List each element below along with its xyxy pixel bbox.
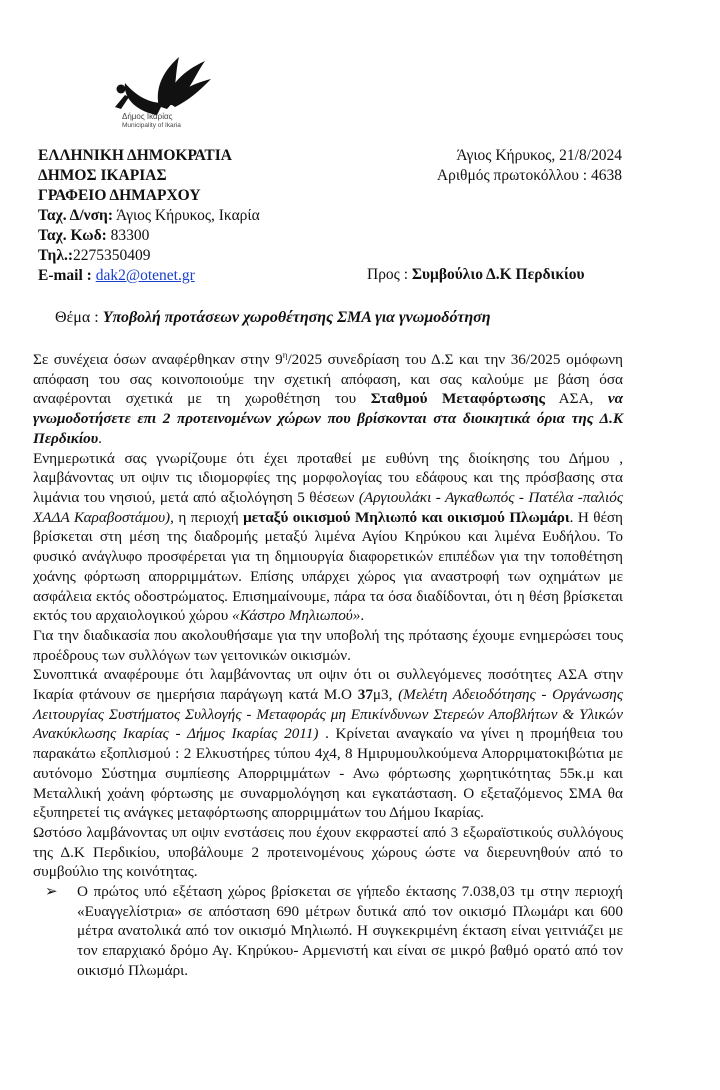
logo-name-english: Municipality of Ikaria (122, 122, 181, 129)
bullet-text: Ο πρώτος υπό εξέταση χώρος βρίσκεται σε γήπεδο έκτασης 7.038,03 τμ στην περιοχή «Ευαγγελίστρια» σε απόσταση 690 μέτρων δυτικά από τον οικισμό Πλωμάρι και 600 μέτρα ανατολικά από τον οικισμό Μηλιωπό. Η συγκεκριμένη έκταση είναι γειτνιάζει με τον επαρχιακό δρόμο Αγ. Κηρύκου- Αρμενιστή και είναι σε μικρό βαθμό ορατό από τον οικισμό Πλωμάρι. (77, 883, 623, 979)
protocol-number: Αριθμός πρωτοκόλλου : 4638 (436, 167, 622, 184)
email-link[interactable]: dak2@otenet.gr (95, 267, 195, 284)
p2-text-c: , η περιοχή (170, 508, 244, 526)
logo-caption (122, 112, 181, 130)
p2-castle: «Κάστρο Μηλιωπού» (232, 607, 361, 625)
p4-text-e: . Κρίνεται αναγκαίο να γίνει η προμήθεια του παρακάτω εξοπλισμού : 2 Ελκυστήρες τύπου 4χ4, 8 Ημιρυμουλκούμενα Απορριματοκιβώτια με αυτόνομο Σύστημα συμπίεσης Απορριμμάτων - Ανω φόρτωσης χωρητικότητας 55κ.μ και Μεταλλική χοάνη φόρτωσης με συναρμολόγηση και εγκατάσταση. Ο εξεταζόμενος ΣΜΑ θα εξυπηρετεί τις ανάγκες μεταφόρτωσης απορριμμάτων του Δήμου Ικαρίας. (33, 725, 624, 822)
paragraph-3: Για την διαδικασία που ακολουθήσαμε για την υποβολή της πρότασης έχουμε ενημερώσει τους προέδρους των συλλόγων των γειτονικών οικισμών. (33, 626, 623, 664)
p4-study: (Μελέτη Αδειοδότησης - Οργάνωσης Λειτουργίας Συστήματος Συλλογής - Μεταφοράς μη Επικίνδυνων Στερεών Αποβλήτων & Υλικών Ανακύκλωσης Ικαρίας - Δήμος Ικαρίας 2011) (33, 686, 623, 743)
email-line (38, 266, 260, 286)
arrow-bullet-icon: ➢ (45, 883, 58, 901)
zip-value: 83300 (106, 227, 150, 244)
p1-sup: η (282, 350, 288, 360)
p4-text-a: Συνοπτικά αναφέρουμε ότι λαμβάνοντας υπ οψιν ότι οι συλλεγόμενες ποσότητες ΑΣΑ στην Ικαρία φτάνουν σε ημερήσια παράγωγη κατά Μ.Ο (33, 666, 623, 704)
p4-unit: μ3, (372, 686, 399, 704)
phone-label: Τηλ.: (38, 247, 73, 264)
p2-end: . (360, 607, 365, 625)
p1-request: να γνωμοδοτήσετε επι 2 προτεινομένων χώρων που βρίσκονται στα διοικητικά όρια της Δ.Κ Περδικίου (33, 390, 623, 447)
subject-value: Υποβολή προτάσεων χωροθέτησης ΣΜΑ για γνωμοδότηση (102, 309, 491, 326)
paragraph-5: Ωστόσο λαμβάνοντας υπ οψιν ενστάσεις που έχουν εκφραστεί από 3 εξωραϊστικούς συλλόγους της Δ.Κ Περδικίου, υποβάλουμε 2 προτεινομένους χώρους ώστε να διερευνηθούν από το συμβούλιο της κοινότητας. (33, 823, 623, 881)
recipient-line (367, 266, 585, 284)
header-republic: ΕΛΛΗΝΙΚΗ ΔΗΜΟΚΡΑΤΙΑ (38, 147, 232, 164)
p1-text-a: Σε συνέχεια όσων αναφέρθηκαν στην 9 (33, 351, 283, 369)
list-item (33, 882, 623, 981)
zip-label: Ταχ. Κωδ: (38, 227, 107, 244)
paragraph-1 (33, 346, 623, 449)
subject-label: Θέμα : (55, 309, 103, 326)
address-line (38, 206, 260, 226)
p2-area: μεταξύ οικισμού Μηλιωπό και οικισμού Πλωμάρι (243, 508, 570, 526)
phone-value: 2275350409 (73, 247, 151, 264)
recipient-label: Προς : (367, 266, 412, 283)
sender-block (38, 146, 260, 286)
p2-text-a: Ενημερωτικά σας γνωρίζουμε ότι έχει προταθεί με ευθύνη της διοίκησης του Δήμου , λαμβάνοντας υπ οψιν τις ιδιομορφίες της μορφολογίας του εδάφους και της πρόσβασης στα λιμάνια του νησιού, μετά από αξιολόγηση 5 θέσεων (33, 449, 623, 506)
p1-text-d: ΑΣΑ, (544, 390, 608, 408)
email-label: E-mail : (38, 267, 96, 284)
address-value: Άγιος Κήρυκος, Ικαρία (112, 207, 260, 224)
place-date: Άγιος Κήρυκος, 21/8/2024 (456, 147, 622, 164)
address-label: Ταχ. Δ/νση: (38, 207, 113, 224)
paragraph-2 (33, 449, 623, 626)
recipient-value: Συμβούλιο Δ.Κ Περδικίου (411, 266, 585, 283)
phone-line (38, 246, 260, 266)
p1-text-b: /2025 συνεδρίαση του Δ.Σ και την 36/2025 ομόφωνη απόφαση του σας κοινοποιούμε την σχετική απόφαση, και σας καλούμε με βάση όσα αναφέρονται σχετικά με τη χωροθέτηση του (33, 351, 623, 408)
header-municipality: ΔΗΜΟΣ ΙΚΑΡΙΑΣ (38, 167, 167, 184)
header-office: ΓΡΑΦΕΙΟ ΔΗΜΑΡΧΟΥ (38, 187, 201, 204)
p2-text-e: . Η θέση βρίσκεται στη μέση της διαδρομής μεταξύ λιμένα Αγίου Κηρύκου και λιμένα Ευδήλου. Το φυσικό ανάγλυφο προσφέρεται για τη δημιουργία διαφορετικών επιπέδων για την τοποθέτηση χοάνης φόρτωση απορριμμάτων. Επίσης υπάρχει χώρος για αναστροφή των οχημάτων με ασφάλεια εκτός οδοστρώματος. Επισημαίνουμε, πάρα τα όσα διαδίδονται, ότι η θέση βρίσκεται εκτός του αρχαιολογικού χώρου (33, 508, 624, 625)
p4-quantity: 37 (357, 686, 373, 704)
paragraph-4 (33, 665, 623, 823)
logo-name-greek: Δήμος Ικαρίας (122, 112, 173, 121)
date-protocol-block (437, 146, 622, 186)
p1-station: Σταθμού Μεταφόρτωσης (370, 390, 545, 408)
letter-body (33, 346, 623, 981)
zip-line (38, 226, 260, 246)
subject-line (55, 309, 491, 327)
p1-end: . (98, 429, 102, 447)
p2-locations: (Αργιουλάκι - Αγκαθωπός - Πατέλα -παλιός ΧΑΔΑ Καραβοστάμου) (33, 488, 623, 526)
